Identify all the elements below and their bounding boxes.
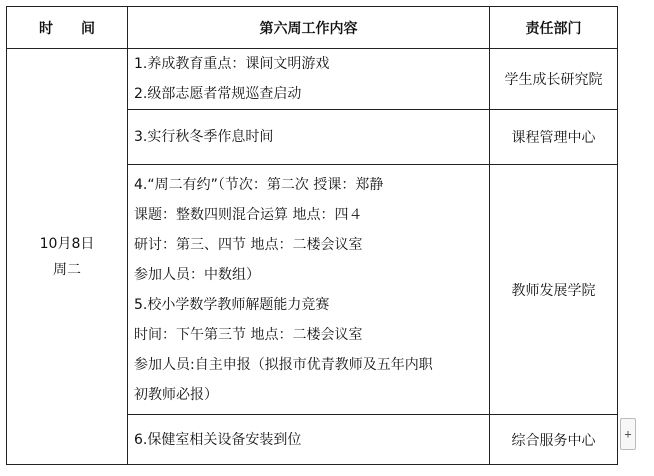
content-cell	[128, 415, 490, 465]
content-line: 2.级部志愿者常规巡查启动	[134, 86, 302, 102]
content-line: 6.保健室相关设备安装到位	[134, 431, 302, 448]
content-line: 课题：整数四则混合运算 地点：四４	[134, 206, 363, 223]
dept-cell: 学生成长研究院	[490, 49, 618, 110]
table-row	[7, 49, 618, 110]
expand-button[interactable]: +	[620, 418, 636, 450]
content-line: 1.养成教育重点：课间文明游戏	[134, 56, 330, 72]
content-line: 3.实行秋冬季作息时间	[134, 129, 274, 145]
dept-cell: 课程管理中心	[490, 110, 618, 165]
header-time: 时 间	[7, 7, 128, 49]
header-content: 第六周工作内容	[128, 7, 490, 49]
dept-cell: 教师发展学院	[490, 165, 618, 415]
content-line: 参加人员:自主申报（拟报市优青教师及五年内职	[134, 356, 433, 373]
schedule-table	[6, 6, 617, 476]
content-line: 4.“周二有约”（节次：第二次 授课：郑静	[134, 176, 384, 193]
content-line: 5.校小学数学教师解题能力竞赛	[134, 296, 330, 313]
date-cell	[7, 49, 128, 465]
content-line: 研讨：第三、四节 地点：二楼会议室	[134, 236, 363, 253]
weekday-text: 周二	[53, 261, 81, 278]
content-line: 时间：下午第三节 地点：二楼会议室	[134, 326, 363, 343]
header-dept: 责任部门	[490, 7, 618, 49]
content-line: 参加人员：中数组）	[134, 266, 260, 283]
dept-cell: 综合服务中心	[490, 415, 618, 465]
header-row	[7, 7, 618, 49]
content-cell	[128, 49, 490, 110]
date-text: 10月8日	[39, 235, 95, 252]
content-line: 初教师必报）	[134, 386, 218, 403]
content-cell	[128, 165, 490, 415]
content-cell	[128, 110, 490, 165]
